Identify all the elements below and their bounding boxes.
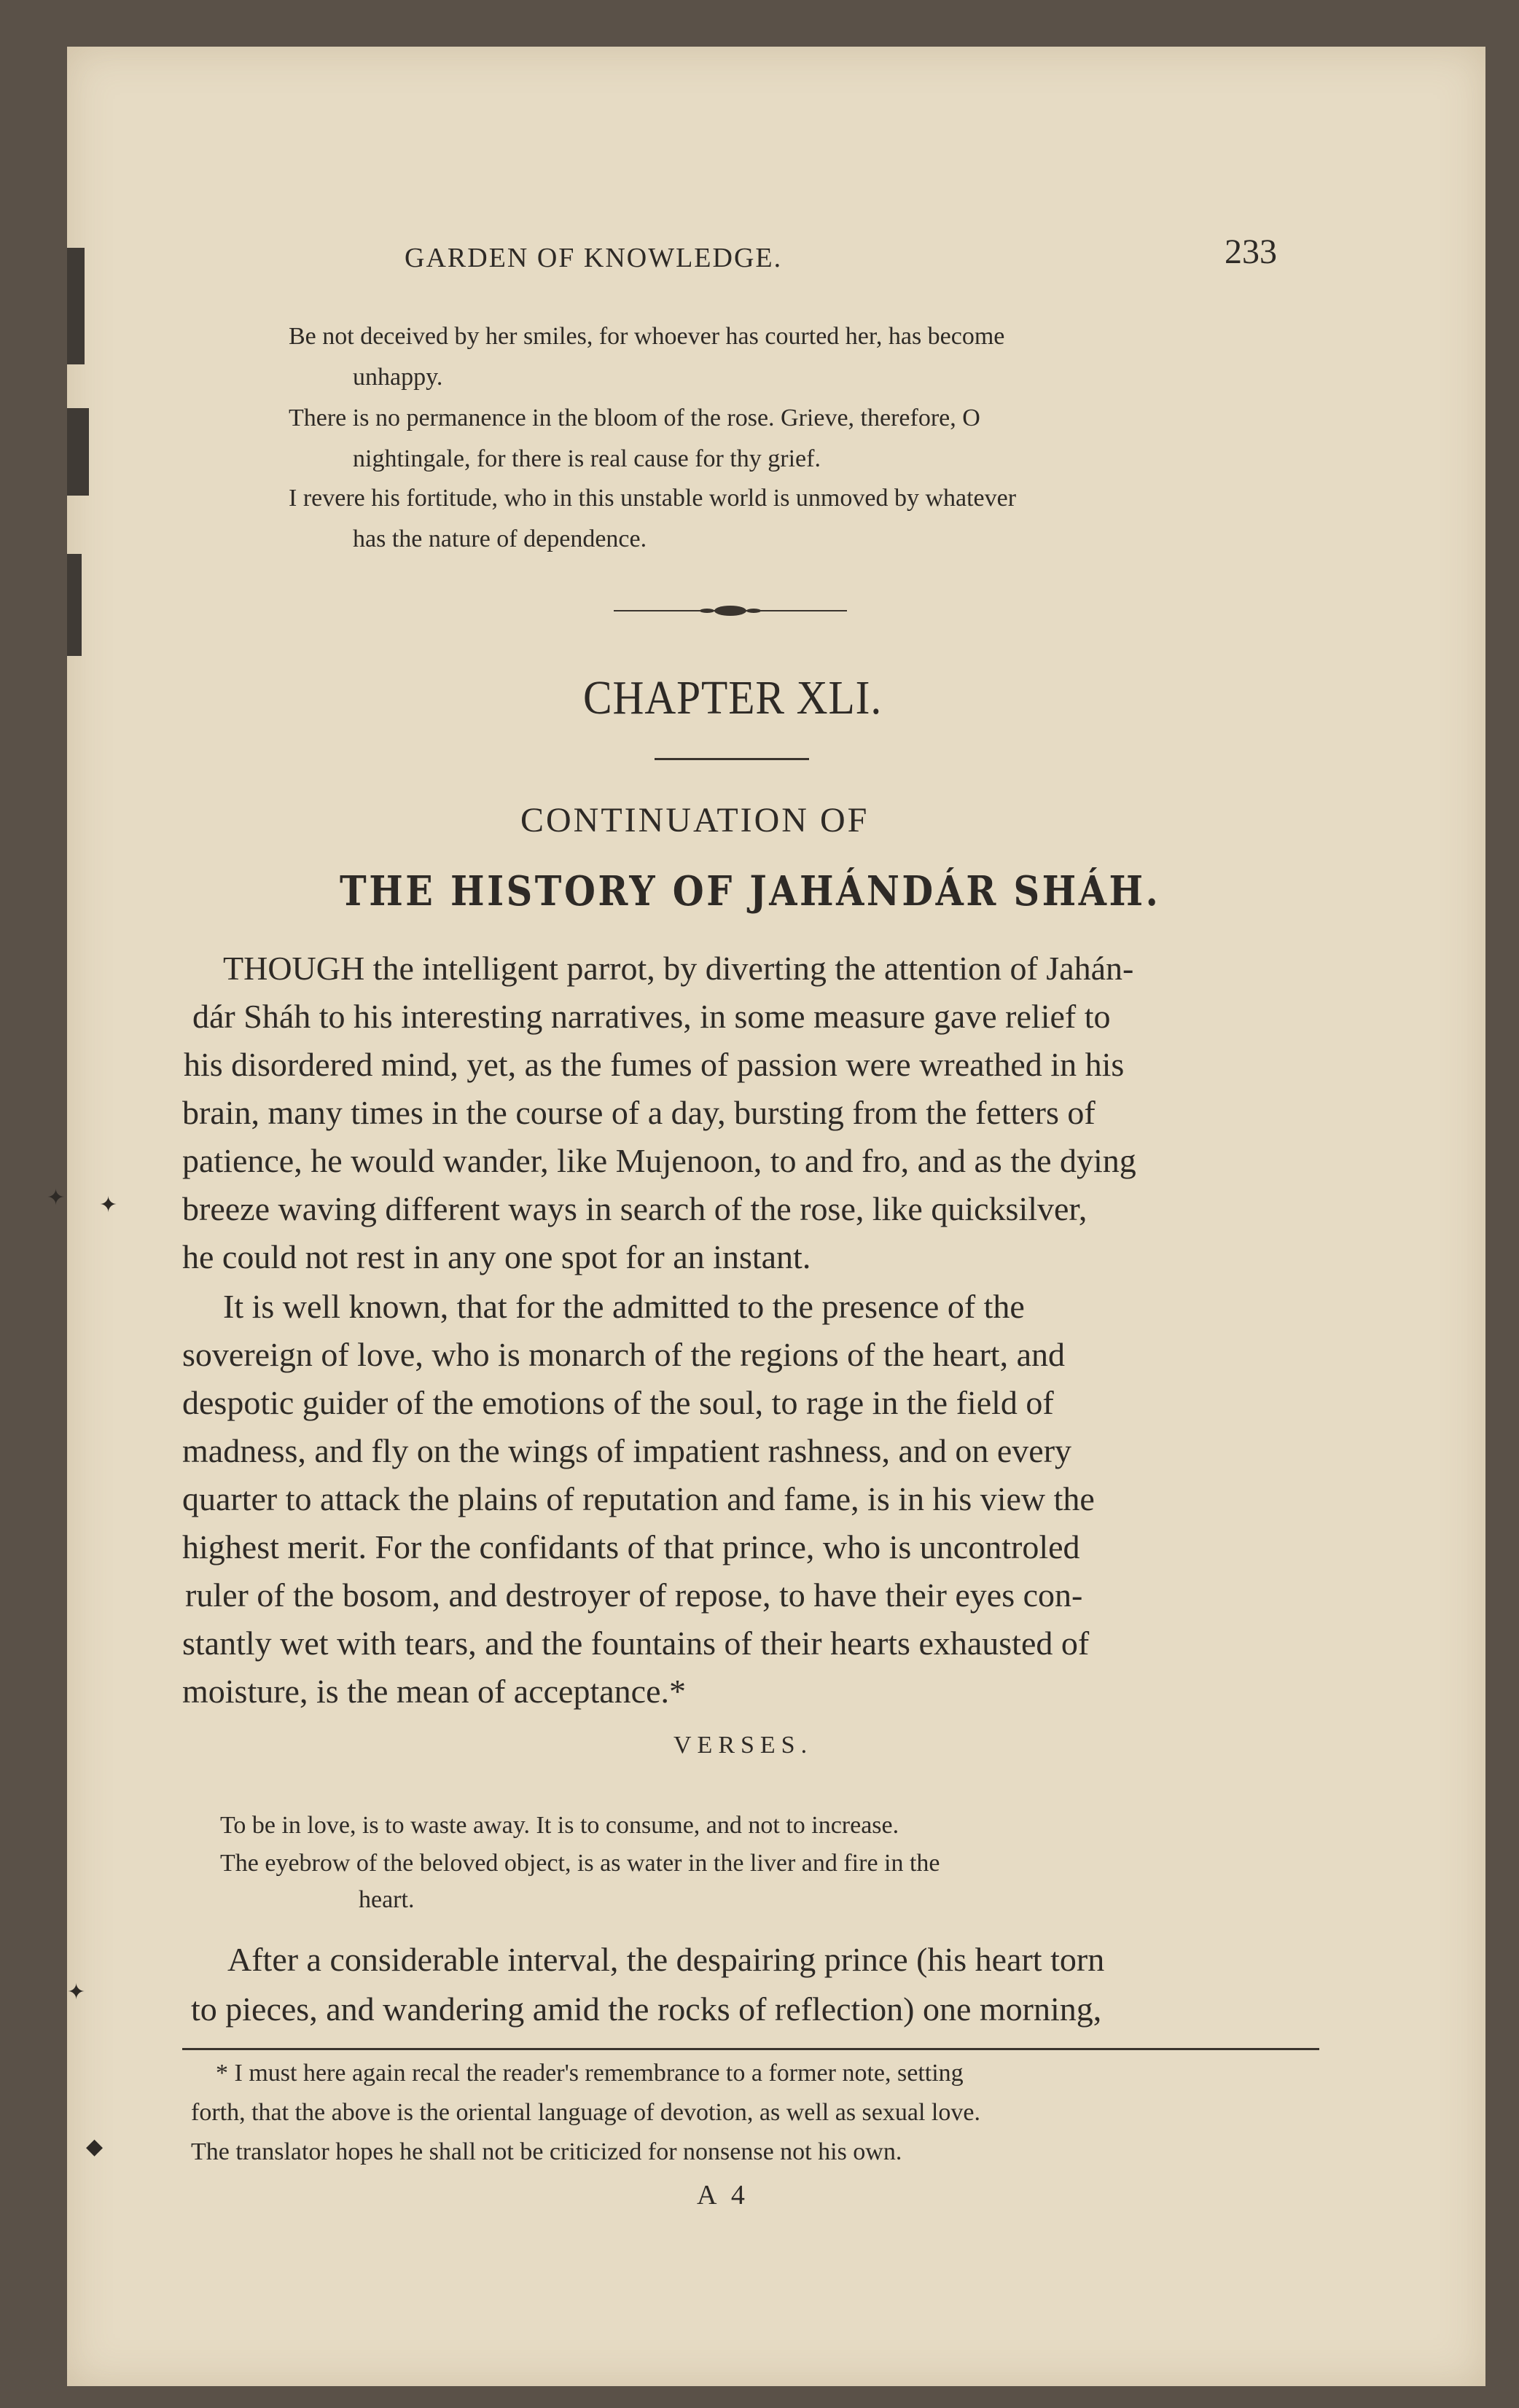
body-line: despotic guider of the emotions of the soul, to rage in the field of: [182, 1384, 1054, 1421]
body-line: madness, and fly on the wings of impatient rashness, and on every: [182, 1432, 1072, 1469]
verse-line: To be in love, is to waste away. It is to consume, and not to increase.: [220, 1812, 899, 1839]
body-line: highest merit. For the confidants of that prince, who is uncontroled: [182, 1528, 1080, 1565]
torn-edge: [67, 408, 89, 496]
opening-verse-line: There is no permanence in the bloom of the rose. Grieve, therefore, O: [289, 404, 980, 431]
footnote-line: * I must here again recal the reader's remembrance to a former note, setting: [216, 2060, 964, 2087]
body-line: moisture, is the mean of acceptance.*: [182, 1673, 686, 1710]
footnote-rule: [182, 2048, 1319, 2050]
body-line: ruler of the bosom, and destroyer of repose, to have their eyes con-: [185, 1576, 1083, 1614]
opening-verse-line: has the nature of dependence.: [353, 525, 647, 552]
opening-verse-line: nightingale, for there is real cause for thy grief.: [353, 445, 821, 472]
margin-mark-icon: ◆: [86, 2134, 104, 2159]
body-line: THOUGH the intelligent parrot, by diverting the attention of Jahán-: [223, 950, 1134, 987]
heading-rule: [655, 758, 809, 760]
opening-verse-line: I revere his fortitude, who in this unstable world is unmoved by whatever: [289, 485, 1017, 512]
body-line: quarter to attack the plains of reputation and fame, is in his view the: [182, 1480, 1095, 1517]
body-line: dár Sháh to his interesting narratives, in some measure gave relief to: [192, 998, 1111, 1035]
opening-verse-line: Be not deceived by her smiles, for whoever has courted her, has become: [289, 323, 1005, 350]
body-line: breeze waving different ways in search of the rose, like quicksilver,: [182, 1190, 1087, 1227]
footnote-line: The translator hopes he shall not be criticized for nonsense not his own.: [191, 2138, 902, 2165]
torn-edge: [67, 248, 85, 364]
body-line: After a considerable interval, the despairing prince (his heart torn: [227, 1941, 1105, 1978]
footnote-line: forth, that the above is the oriental language of devotion, as well as sexual love.: [191, 2099, 980, 2126]
body-line: sovereign of love, who is monarch of the regions of the heart, and: [182, 1336, 1065, 1373]
section-subtitle-1: CONTINUATION OF: [520, 801, 870, 840]
margin-mark-icon: ✦: [67, 1979, 86, 2005]
running-title: GARDEN OF KNOWLEDGE.: [405, 243, 783, 273]
signature-mark: A 4: [697, 2180, 749, 2210]
body-line: patience, he would wander, like Mujenoon, to and fro, and as the dying: [182, 1142, 1136, 1179]
ornament-divider: [614, 602, 847, 619]
body-line: brain, many times in the course of a day, bursting from the fetters of: [182, 1094, 1096, 1131]
section-subtitle-2: THE HISTORY OF JAHÁNDÁR SHÁH.: [340, 867, 1161, 915]
body-line: he could not rest in any one spot for an instant.: [182, 1238, 811, 1275]
body-line: It is well known, that for the admitted to the presence of the: [223, 1288, 1025, 1325]
opening-verse-line: unhappy.: [353, 364, 443, 391]
page-number: 233: [1225, 232, 1277, 271]
verses-heading: VERSES.: [673, 1732, 813, 1759]
body-line: stantly wet with tears, and the fountains of their hearts exhausted of: [182, 1625, 1090, 1662]
torn-edge: [67, 554, 82, 656]
body-line: to pieces, and wandering amid the rocks of reflection) one morning,: [191, 1990, 1102, 2028]
margin-mark-icon: ✦: [99, 1192, 118, 1218]
chapter-title: CHAPTER XLI.: [583, 671, 883, 724]
verse-line: The eyebrow of the beloved object, is as water in the liver and fire in the: [220, 1850, 940, 1877]
margin-mark-icon: ✦: [47, 1185, 66, 1211]
body-line: his disordered mind, yet, as the fumes of passion were wreathed in his: [184, 1046, 1125, 1083]
verse-line: heart.: [359, 1886, 415, 1913]
